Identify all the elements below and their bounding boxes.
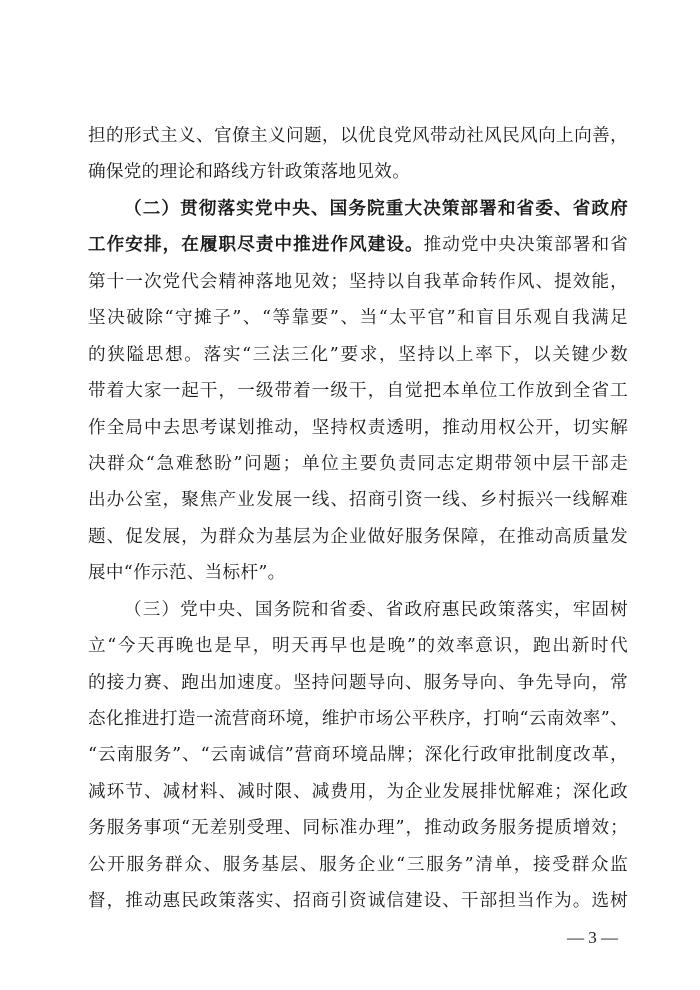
text-line: 确保党的理论和路线方针政策落地见效。 [88,162,411,183]
text-line: 的接力赛、跑出加速度。坚持问题导向、服务导向、争先导向，常 [88,672,628,693]
text-line: 带着大家一起干，一级带着一级干，自觉把本单位工作放到全省工 [88,381,628,402]
page-number: — 3 — [567,928,618,947]
section-heading-2-cont: 工作安排，在履职尽责中推进作风建设。 [88,234,424,256]
text-line: 的狭隘思想。落实“三法三化”要求，坚持以上率下，以关键少数 [88,344,628,365]
section-heading-3: （三）党中央、国务院和省委、省政府惠民政策落实，牢固树 [124,599,628,620]
text-line: 务服务事项“无差别受理、同标准办理”，推动政务服务提质增效； [88,818,628,839]
text-line: 公开服务群众、服务基层、服务企业“三服务”清单，接受群众监 [88,854,628,875]
text-line: 坚决破除“守摊子”、“等靠要”、当“太平官”和盲目乐观自我满足 [88,308,628,329]
text-line: 督，推动惠民政策落实、招商引资诚信建设、干部担当作为。选树 [88,891,628,912]
text-line: 作全局中去思考谋划推动，坚持权责透明，推动用权公开，切实解 [88,417,628,438]
text-line: 展中“作示范、当标杆”。 [88,563,286,584]
text-line: 担的形式主义、官僚主义问题，以优良党风带动社风民风向上向善， [88,126,628,146]
text-line: 立“今天再晚也是早，明天再早也是晚”的效率意识，跑出新时代 [88,636,628,657]
body-text [88,118,628,920]
text-line: 出办公室，聚焦产业发展一线、招商引资一线、乡村振兴一线解难 [88,490,628,511]
text-line: 第十一次党代会精神落地见效；坚持以自我革命转作风、提效能， [88,271,628,292]
text-line: 题、促发展，为群众为基层为企业做好服务保障，在推动高质量发 [88,526,628,547]
text-line: 决群众“急难愁盼”问题；单位主要负责同志定期带领中层干部走 [88,453,628,474]
text-line [88,227,628,263]
section-heading-2: （二）贯彻落实党中央、国务院重大决策部署和省委、省政府 [124,197,628,219]
text-line: 减环节、减材料、减时限、减费用，为企业发展排忧解难；深化政 [88,781,628,802]
text-run: 推动党中央决策部署和省 [423,235,628,256]
text-line: “云南服务”、“云南诚信”营商环境品牌；深化行政审批制度改革， [88,745,628,766]
text-line: 态化推进打造一流营商环境，维护市场公平秩序，打响“云南效率”、 [88,709,628,729]
